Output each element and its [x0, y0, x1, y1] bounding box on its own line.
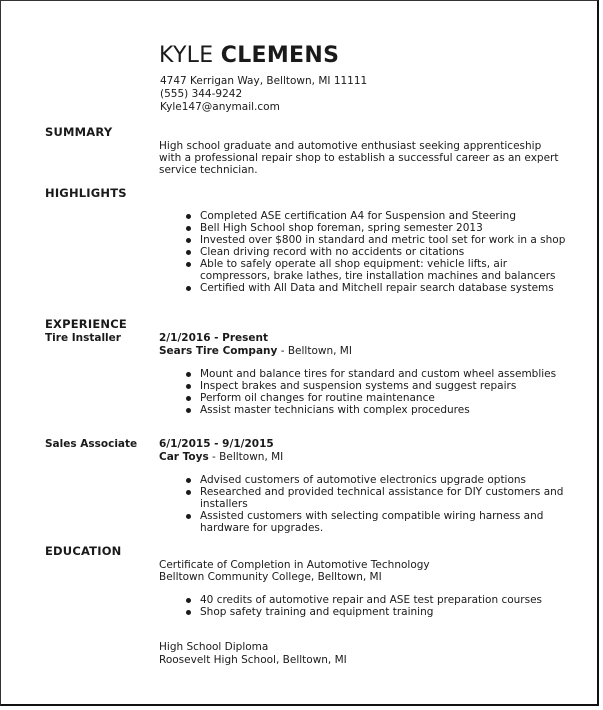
education-degree: Certificate of Completion in Automotive Technology	[159, 559, 430, 571]
list-item: Researched and provided technical assistance for DIY customers and installers	[200, 486, 575, 510]
summary-text: High school graduate and automotive enthusiast seeking apprenticeship with a professional repair shop to establish a successful career as an expert service technician.	[159, 140, 559, 176]
summary-heading: SUMMARY	[45, 125, 113, 139]
first-name: KYLE	[159, 43, 214, 68]
list-item: Certified with All Data and Mitchell repair search database systems	[200, 282, 575, 294]
phone: (555) 344-9242	[160, 88, 243, 100]
list-item: 40 credits of automotive repair and ASE test preparation courses	[200, 594, 575, 606]
list-item: Perform oil changes for routine maintenance	[200, 392, 575, 404]
last-name: CLEMENS	[220, 43, 340, 68]
job-bullets	[184, 474, 575, 534]
list-item: Assisted customers with selecting compatible wiring harness and hardware for upgrades.	[200, 510, 575, 534]
company-location: - Belltown, MI	[277, 345, 352, 357]
company-name: Sears Tire Company	[159, 345, 278, 357]
list-item: Clean driving record with no accidents or citations	[200, 246, 575, 258]
list-item: Mount and balance tires for standard and custom wheel assemblies	[200, 368, 575, 380]
education-school: Belltown Community College, Belltown, MI	[159, 571, 382, 583]
job-company	[159, 451, 283, 463]
company-name: Car Toys	[159, 451, 209, 463]
address: 4747 Kerrigan Way, Belltown, MI 11111	[160, 75, 368, 87]
list-item: Completed ASE certification A4 for Suspension and Steering	[200, 210, 575, 222]
list-item: Shop safety training and equipment training	[200, 606, 575, 618]
job-title: Sales Associate	[45, 438, 138, 450]
email: Kyle147@anymail.com	[160, 101, 280, 113]
list-item: Inspect brakes and suspension systems and suggest repairs	[200, 380, 575, 392]
candidate-name	[159, 43, 339, 68]
list-item: Invested over $800 in standard and metric tool set for work in a shop	[200, 234, 575, 246]
list-item: Assist master technicians with complex procedures	[200, 404, 575, 416]
education-school: Roosevelt High School, Belltown, MI	[159, 654, 347, 666]
education-heading: EDUCATION	[45, 544, 122, 558]
company-location: - Belltown, MI	[208, 451, 284, 463]
list-item: Advised customers of automotive electronics upgrade options	[200, 474, 575, 486]
job-dates: 2/1/2016 - Present	[159, 332, 269, 344]
job-dates: 6/1/2015 - 9/1/2015	[159, 438, 274, 450]
job-company	[159, 345, 352, 357]
job-bullets	[184, 368, 575, 416]
experience-heading: EXPERIENCE	[45, 317, 127, 331]
list-item: Bell High School shop foreman, spring semester 2013	[200, 222, 575, 234]
job-title: Tire Installer	[45, 332, 121, 344]
education-degree: High School Diploma	[159, 641, 269, 653]
highlights-heading: HIGHLIGHTS	[45, 186, 127, 200]
education-bullets	[184, 594, 575, 618]
highlights-list	[184, 210, 575, 294]
list-item: Able to safely operate all shop equipment: vehicle lifts, air compressors, brake lathes, tire installation machines and balancers	[200, 258, 575, 282]
